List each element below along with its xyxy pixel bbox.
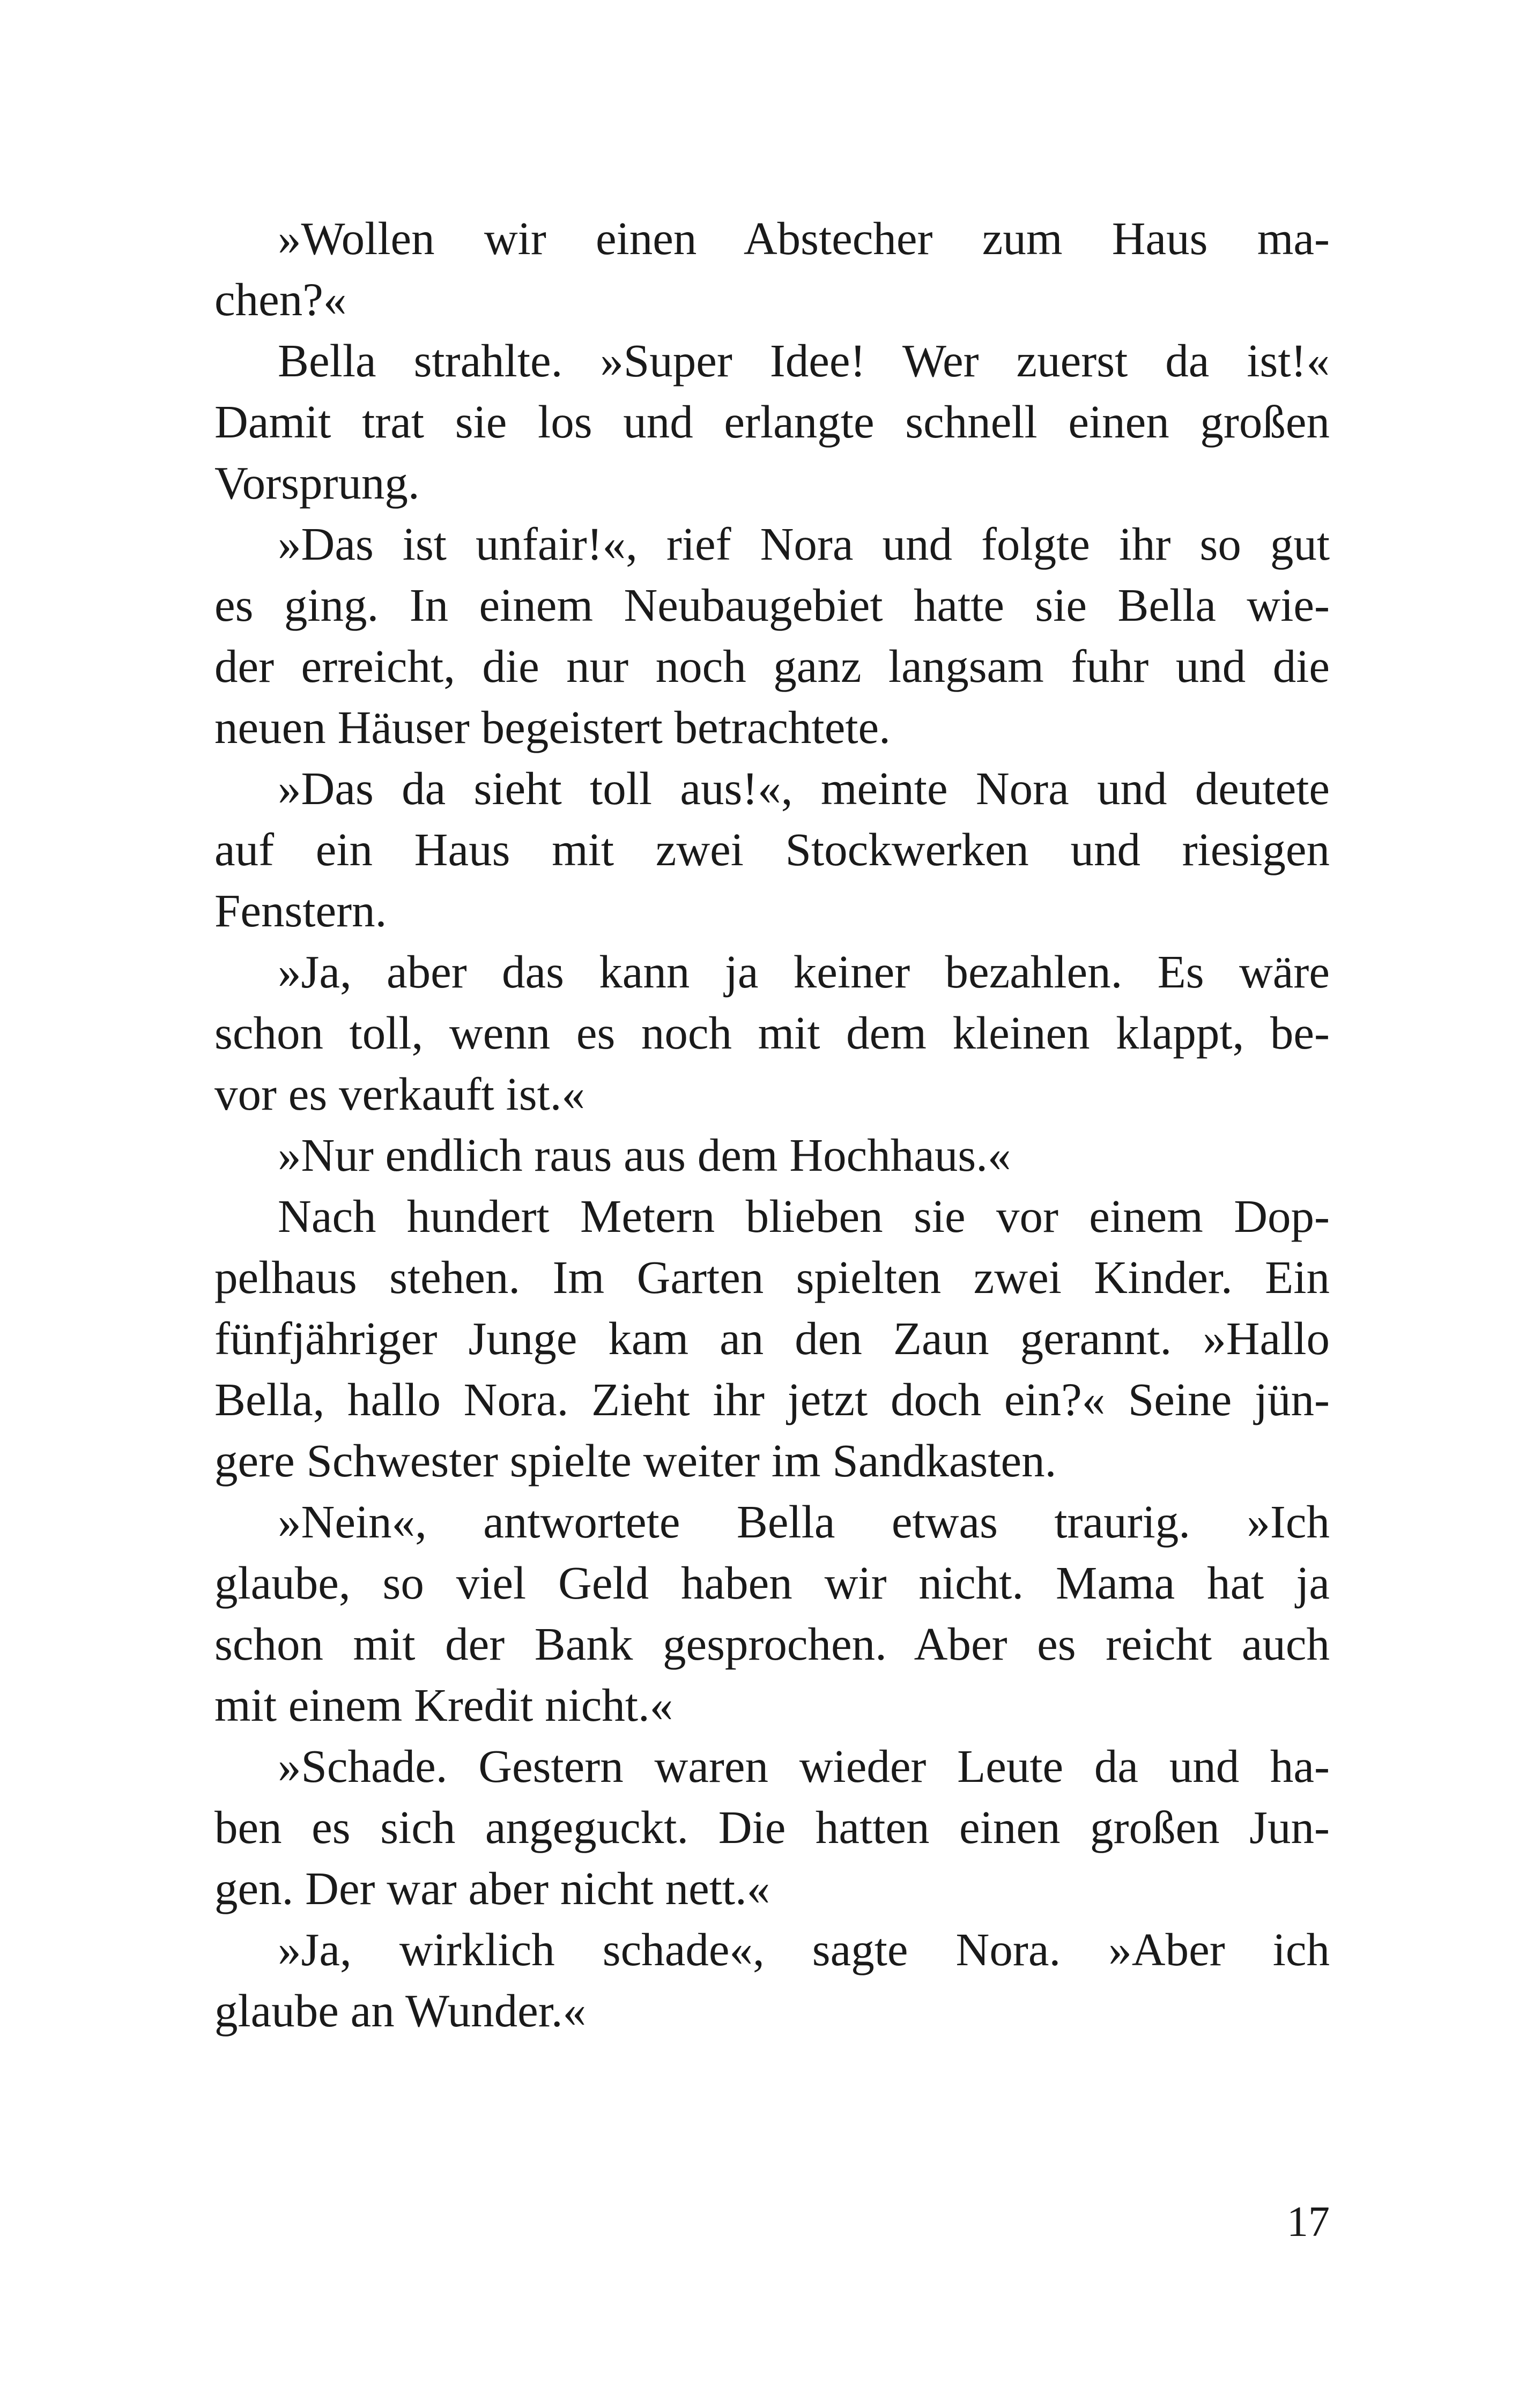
text-line: es ging. In einem Neubaugebiet hatte sie Bella wie- xyxy=(214,579,1330,631)
body-text xyxy=(214,208,1330,2041)
text-line: Bella strahlte. »Super Idee! Wer zuerst da ist!« xyxy=(278,335,1330,387)
text-line: »Das ist unfair!«, rief Nora und folgte ihr so gut xyxy=(278,518,1330,570)
text-line: mit einem Kredit nicht.« xyxy=(214,1679,673,1731)
text-line: fünfjähriger Junge kam an den Zaun gerannt. »Hallo xyxy=(214,1312,1330,1364)
text-line: der erreicht, die nur noch ganz langsam fuhr und die xyxy=(214,640,1330,692)
text-line: vor es verkauft ist.« xyxy=(214,1068,585,1120)
text-line: auf ein Haus mit zwei Stockwerken und riesigen xyxy=(214,823,1330,875)
page-number: 17 xyxy=(1287,2198,1330,2246)
text-line: schon toll, wenn es noch mit dem kleinen klappt, be- xyxy=(214,1007,1330,1059)
text-line: »Nein«, antwortete Bella etwas traurig. »Ich xyxy=(278,1496,1330,1548)
text-line: Vorsprung. xyxy=(214,457,420,509)
text-line: gen. Der war aber nicht nett.« xyxy=(214,1862,770,1914)
text-line: »Wollen wir einen Abstecher zum Haus ma- xyxy=(278,212,1330,264)
text-line: »Ja, wirklich schade«, sagte Nora. »Aber ich xyxy=(278,1923,1330,1975)
text-line: neuen Häuser begeistert betrachtete. xyxy=(214,701,891,753)
text-line: »Das da sieht toll aus!«, meinte Nora und deutete xyxy=(278,762,1330,814)
text-line: glaube an Wunder.« xyxy=(214,1985,587,2037)
text-line: pelhaus stehen. Im Garten spielten zwei Kinder. Ein xyxy=(214,1251,1330,1303)
text-line: Bella, hallo Nora. Zieht ihr jetzt doch ein?« Seine jün- xyxy=(214,1373,1330,1425)
text-line: »Ja, aber das kann ja keiner bezahlen. Es wäre xyxy=(278,946,1330,998)
text-line: Nach hundert Metern blieben sie vor einem Dop- xyxy=(278,1190,1330,1242)
text-line: chen?« xyxy=(214,273,347,325)
text-line: Damit trat sie los und erlangte schnell einen großen xyxy=(214,396,1330,448)
text-line: Fenstern. xyxy=(214,885,387,937)
text-line: ben es sich angeguckt. Die hatten einen großen Jun- xyxy=(214,1801,1330,1853)
text-line: »Schade. Gestern waren wieder Leute da und ha- xyxy=(278,1740,1330,1792)
text-line: »Nur endlich raus aus dem Hochhaus.« xyxy=(278,1129,1011,1181)
text-line: glaube, so viel Geld haben wir nicht. Mama hat ja xyxy=(214,1557,1330,1609)
text-line: gere Schwester spielte weiter im Sandkasten. xyxy=(214,1435,1057,1487)
text-line: schon mit der Bank gesprochen. Aber es reicht auch xyxy=(214,1618,1330,1670)
